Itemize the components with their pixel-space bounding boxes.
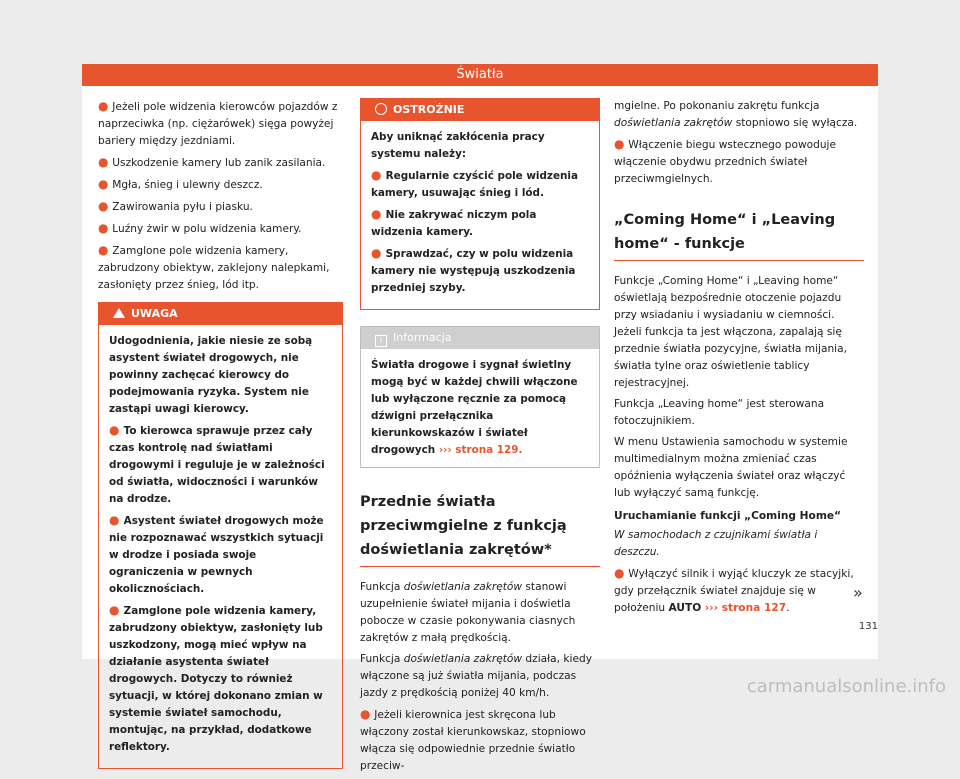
page-reference-link[interactable]: ››› strona 127	[701, 602, 787, 614]
page-header	[82, 64, 878, 86]
caution-intro: Aby uniknąć zakłócenia pracy systemu należy:	[371, 131, 545, 160]
list-item: ● To kierowca sprawuje przez cały czas kontrolę nad światłami drogowymi i reguluje je w zależności od światła, widoczności i warunków na drodze.	[109, 423, 325, 505]
caution-circle-icon	[375, 103, 387, 115]
info-box	[360, 326, 600, 468]
warning-triangle-icon	[113, 308, 125, 318]
list-item: ● Uszkodzenie kamery lub zanik zasilania.	[98, 155, 326, 169]
list-item: ● Asystent świateł drogowych może nie rozpoznawać wszystkich sytuacji w drodze i posiada swoje ograniczenia w pewnych okolicznościach.	[109, 513, 324, 595]
bullet-dot-icon: ●	[109, 423, 124, 437]
warning-header: UWAGA	[99, 303, 342, 325]
bullet-dot-icon: ●	[614, 137, 629, 151]
warning-box	[98, 302, 343, 769]
paragraph: Funkcja doświetlania zakrętów stanowi uzupełnienie świateł mijania i doświetla pobocze w czasie pokonywania ciasnych zakrętów z małą prędkością.	[360, 581, 576, 644]
list-item: ● Zamglone pole widzenia kamery, zabrudzony obiektyw, zasłonięty lub uszkodzony, mogą mieć wpływ na działanie asystenta świateł drogowych. Dotyczy to również sytuacji, w której dokonano zmian w systemie świateł samochodu, montując, na przykład, dodatkowe reflektory.	[109, 603, 323, 753]
bullet-dot-icon: ●	[98, 199, 113, 213]
section-title: „Coming Home“ i „Leaving home“ - funkcje	[614, 208, 864, 261]
bullet-dot-icon: ●	[109, 603, 124, 617]
column-right	[614, 98, 864, 621]
info-body: Światła drogowe i sygnał świetlny mogą być w każdej chwili włączone lub wyłączone ręcznie za pomocą dźwigni przełącznika kierunkowskazów i świateł drogowych ››› strona 129.	[371, 359, 578, 456]
paragraph: W samochodach z czujnikami światła i deszczu.	[614, 529, 818, 558]
watermark: carmanualsonline.info	[746, 676, 946, 697]
warning-intro: Udogodnienia, jakie niesie ze sobą asystent świateł drogowych, nie powinny zachęcać kierowcy do podejmowania ryzyka. System nie zastąpi uwagi kierowcy.	[109, 335, 313, 415]
paragraph: Funkcje „Coming Home“ i „Leaving home“ oświetlają bezpośrednie otoczenie pojazdu przy wsiadaniu i wysiadaniu w ciemności. Jeżeli funkcja ta jest włączona, zapalają się przednie światła pozycyjne, światła mijania, światła tylne oraz oświetlenie tablicy rejestracyjnej.	[614, 275, 847, 389]
list-item: ● Mgła, śnieg i ulewny deszcz.	[98, 177, 263, 191]
bullet-dot-icon: ●	[109, 513, 124, 527]
bullet-dot-icon: ●	[98, 177, 113, 191]
subsection-title: Uruchamianie funkcji „Coming Home“	[614, 510, 842, 522]
bullet-dot-icon: ●	[371, 246, 386, 260]
paragraph: Funkcja doświetlania zakrętów działa, kiedy włączone są już światła mijania, podczas jazdy z prędkością poniżej 40 km/h.	[360, 653, 592, 699]
bullet-dot-icon: ●	[360, 707, 375, 721]
section-title: Przednie światła przeciwmgielne z funkcją doświetlania zakrętów*	[360, 490, 600, 567]
list-item: ● Sprawdzać, czy w polu widzenia kamery nie występują uszkodzenia przedniej szyby.	[371, 246, 576, 294]
info-icon: i	[375, 335, 387, 347]
auto-switch-label: AUTO	[668, 602, 702, 614]
bullet-dot-icon: ●	[98, 221, 113, 235]
bullet-dot-icon: ●	[371, 168, 386, 182]
caution-box	[360, 98, 600, 310]
info-header: i Informacja	[361, 327, 599, 349]
list-item: ● Zamglone pole widzenia kamery, zabrudzony obiektyw, zaklejony nalepkami, zasłonięty przez śnieg, lód itp.	[98, 243, 330, 291]
list-item: ● Luźny żwir w polu widzenia kamery.	[98, 221, 302, 235]
bullet-dot-icon: ●	[98, 155, 113, 169]
list-item: ● Włączenie biegu wstecznego powoduje włączenie obydwu przednich świateł przeciwmgielnych.	[614, 137, 837, 185]
paragraph: Funkcja „Leaving home“ jest sterowana fotoczujnikiem.	[614, 398, 825, 427]
list-item: ● Jeżeli kierownica jest skręcona lub włączony został kierunkowskaz, stopniowo włącza się odpowiednie przednie światło przeciw-	[360, 707, 586, 772]
page-number: 131	[858, 621, 878, 632]
paragraph: mgielne. Po pokonaniu zakrętu funkcja doświetlania zakrętów stopniowo się wyłącza.	[614, 100, 858, 129]
paragraph: W menu Ustawienia samochodu w systemie multimedialnym można zmieniać czas opóźnienia wyłączenia świateł oraz włączyć lub wyłączyć samą funkcję.	[614, 436, 848, 499]
list-item: ● Zawirowania pyłu i piasku.	[98, 199, 253, 213]
page-reference-link[interactable]: ››› strona 129.	[438, 444, 523, 456]
bullet-dot-icon: ●	[614, 566, 629, 580]
bullet-dot-icon: ●	[98, 243, 113, 257]
list-item: ● Regularnie czyścić pole widzenia kamery, usuwając śnieg i lód.	[371, 168, 578, 199]
page-header-title: Światła	[456, 67, 504, 82]
list-item: ● Nie zakrywać niczym pola widzenia kamery.	[371, 207, 537, 238]
column-left	[98, 98, 343, 769]
bullet-dot-icon: ●	[371, 207, 386, 221]
list-item: ● Wyłączyć silnik i wyjąć kluczyk ze stacyjki, gdy przełącznik świateł znajduje się w położeniu AUTO ››› strona 127.	[614, 566, 854, 614]
bullet-dot-icon: ●	[98, 99, 113, 113]
caution-header: OSTROŻNIE	[361, 99, 599, 121]
caution-body	[361, 121, 599, 309]
list-item: ● Jeżeli pole widzenia kierowców pojazdów z naprzeciwka (np. ciężarówek) sięga powyżej bariery między jezdniami.	[98, 99, 338, 147]
continued-marker: »	[853, 583, 863, 602]
